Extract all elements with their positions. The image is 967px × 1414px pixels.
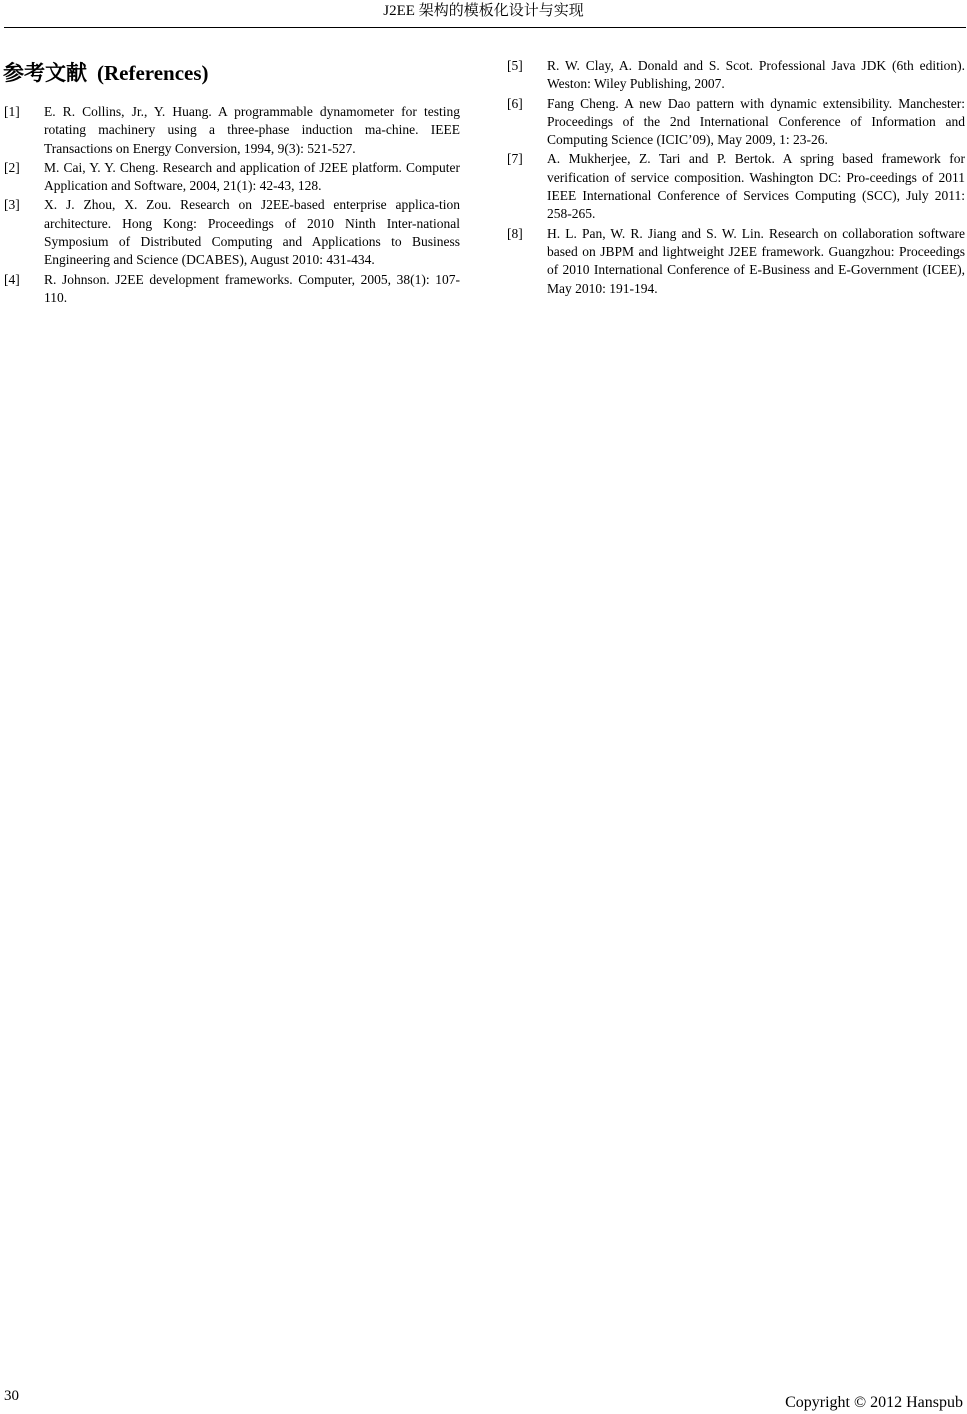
references-heading-en: (References)	[97, 61, 209, 85]
reference-text: X. J. Zhou, X. Zou. Research on J2EE-based enterprise applica-tion architecture. Hong Kong: Proceedings of 2010 Ninth Inter-national Symposium of Distributed Computing and Applications to Business Engineering and Science (DCABES), August 2010: 431-434.	[44, 197, 460, 268]
reference-number: [6]	[507, 95, 523, 111]
copyright-notice: Copyright © 2012 Hanspub	[785, 1394, 963, 1411]
reference-item	[507, 150, 965, 223]
reference-item	[507, 95, 965, 150]
reference-number: [5]	[507, 58, 523, 73]
reference-item	[4, 196, 460, 269]
references-heading-cn: 参考文献	[3, 61, 87, 85]
references-column-right	[507, 57, 965, 299]
reference-item	[507, 225, 965, 298]
reference-number: [7]	[507, 151, 523, 167]
reference-item	[4, 159, 460, 196]
reference-text: Fang Cheng. A new Dao pattern with dynamic extensibility. Manchester: Proceedings of the 2nd International Conference of Information and Computing Science (ICIC’09), May 2009, 1: 23-26.	[547, 95, 965, 148]
header-divider	[4, 27, 966, 28]
reference-text: M. Cai, Y. Y. Cheng. Research and application of J2EE platform. Computer Application and Software, 2004, 21(1): 42-43, 128.	[44, 159, 460, 194]
reference-text: R. Johnson. J2EE development frameworks. Computer, 2005, 38(1): 107-110.	[44, 271, 460, 305]
references-column-left	[4, 103, 460, 308]
reference-number: [3]	[4, 197, 20, 213]
page-number: 30	[4, 1388, 19, 1404]
reference-number: [1]	[4, 104, 20, 119]
reference-text: H. L. Pan, W. R. Jiang and S. W. Lin. Research on collaboration software based on JBPM and lightweight J2EE framework. Guangzhou: Proceedings of 2010 International Conference of E-Business and E-Government (ICEE), May 2010: 191-194.	[547, 225, 965, 296]
references-heading	[3, 58, 209, 88]
reference-item	[4, 271, 460, 308]
running-header: J2EE 架构的模板化设计与实现	[383, 3, 584, 19]
reference-item	[4, 103, 460, 158]
reference-item	[507, 57, 965, 94]
reference-number: [2]	[4, 159, 20, 175]
reference-text: A. Mukherjee, Z. Tari and P. Bertok. A spring based framework for verification of service composition. Washington DC: Pro-ceedings of 2011 IEEE International Conference of Services Computing (SCC), July 2011: 258-265.	[547, 151, 965, 222]
reference-text: E. R. Collins, Jr., Y. Huang. A programmable dynamometer for testing rotating machinery using a three-phase induction ma-chine. IEEE Transactions on Energy Conversion, 1994, 9(3): 521-527.	[44, 104, 460, 156]
reference-number: [8]	[507, 225, 523, 241]
reference-text: R. W. Clay, A. Donald and S. Scot. Professional Java JDK (6th edition). Weston: Wiley Publishing, 2007.	[547, 58, 965, 92]
reference-number: [4]	[4, 271, 20, 287]
